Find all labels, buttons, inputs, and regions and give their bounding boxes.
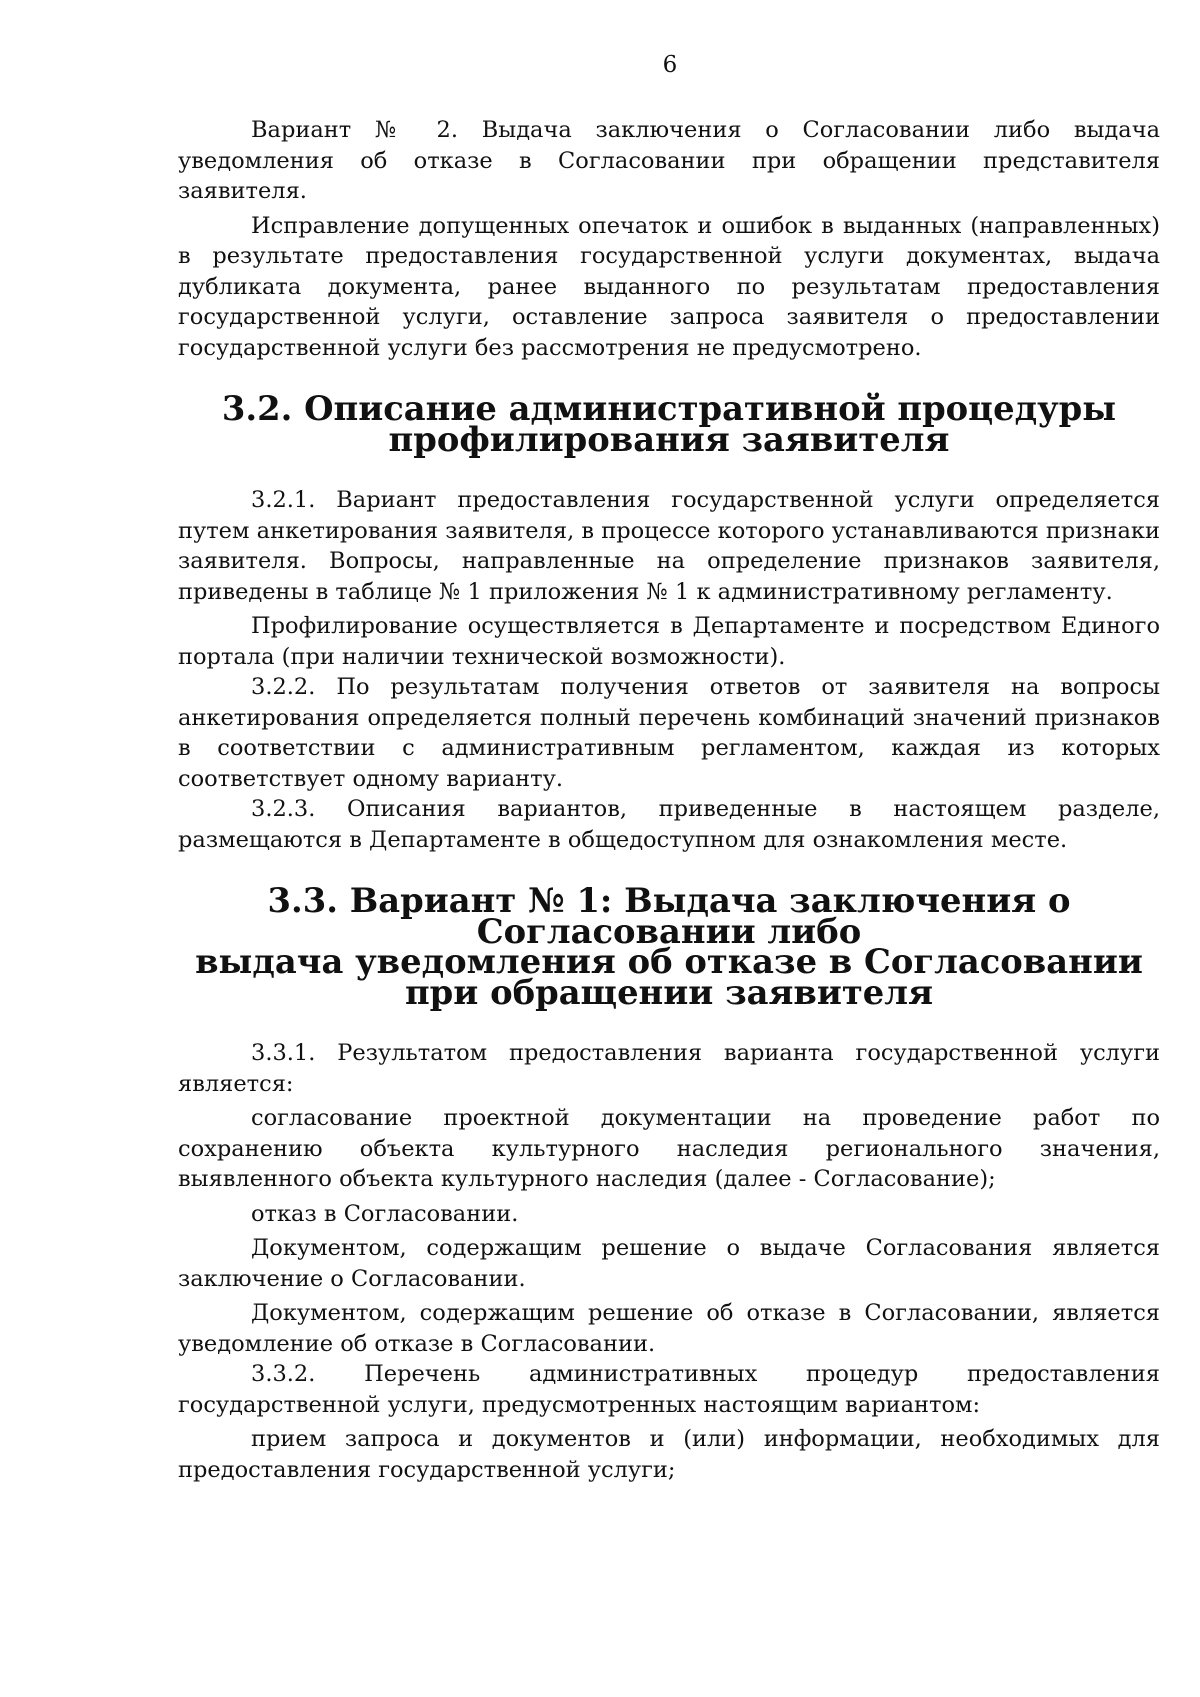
heading-line: профилирования заявителя xyxy=(388,418,950,459)
heading-line: выдача уведомления об отказе в Согласовании xyxy=(195,941,1143,981)
document-body xyxy=(178,115,1160,1485)
paragraph: Документом, содержащим решение о выдаче Согласования является заключение о Согласовании. xyxy=(178,1235,1160,1292)
paragraph: 3.2.1. Вариант предоставления государственной услуги определяется путем анкетирования заявителя, в процессе которого устанавливаются признаки заявителя. Вопросы, направленные на определение признаков заявителя, приведены в таблице № 1 приложения № 1 к административному регламенту. xyxy=(178,487,1160,605)
paragraph: Профилирование осуществляется в Департаменте и посредством Единого портала (при наличии технической возможности). xyxy=(178,613,1160,670)
heading-line: 3.3. Вариант № 1: Выдача заключения о Согласовании либо xyxy=(267,880,1071,951)
paragraph: Вариант № 2. Выдача заключения о Согласовании либо выдача уведомления об отказе в Согласовании при обращении представителя заявителя. xyxy=(178,117,1160,204)
section-heading-3-2 xyxy=(178,388,1160,459)
paragraph: 3.3.1. Результатом предоставления варианта государственной услуги является: xyxy=(178,1040,1160,1097)
heading-line: при обращении заявителя xyxy=(404,971,934,1012)
heading-line: 3.2. Описание административной процедуры xyxy=(221,388,1117,428)
paragraph: Документом, содержащим решение об отказе в Согласовании, является уведомление об отказе в Согласовании. xyxy=(178,1300,1160,1357)
paragraph: 3.2.3. Описания вариантов, приведенные в настоящем разделе, размещаются в Департаменте в общедоступном для ознакомления месте. xyxy=(178,796,1160,853)
paragraph: прием запроса и документов и (или) информации, необходимых для предоставления государственной услуги; xyxy=(178,1426,1160,1483)
paragraph: 3.2.2. По результатам получения ответов от заявителя на вопросы анкетирования определяется полный перечень комбинаций значений признаков в соответствии с административным регламентом, каждая из которых соответствует одному варианту. xyxy=(178,674,1160,792)
paragraph: 3.3.2. Перечень административных процедур предоставления государственной услуги, предусмотренных настоящим вариантом: xyxy=(178,1361,1160,1418)
page-number: 6 xyxy=(662,52,678,78)
paragraph: Исправление допущенных опечаток и ошибок в выданных (направленных) в результате предоставления государственной услуги документах, выдача дубликата документа, ранее выданного по результатам предоставления государственной услуги, оставление запроса заявителя о предоставлении государственной услуги без рассмотрения не предусмотрено. xyxy=(178,212,1160,361)
paragraph: согласование проектной документации на проведение работ по сохранению объекта культурного наследия регионального значения, выявленного объекта культурного наследия (далее - Согласование); xyxy=(178,1105,1160,1192)
paragraph: отказ в Согласовании. xyxy=(251,1200,519,1227)
section-heading-3-3 xyxy=(178,880,1160,1012)
